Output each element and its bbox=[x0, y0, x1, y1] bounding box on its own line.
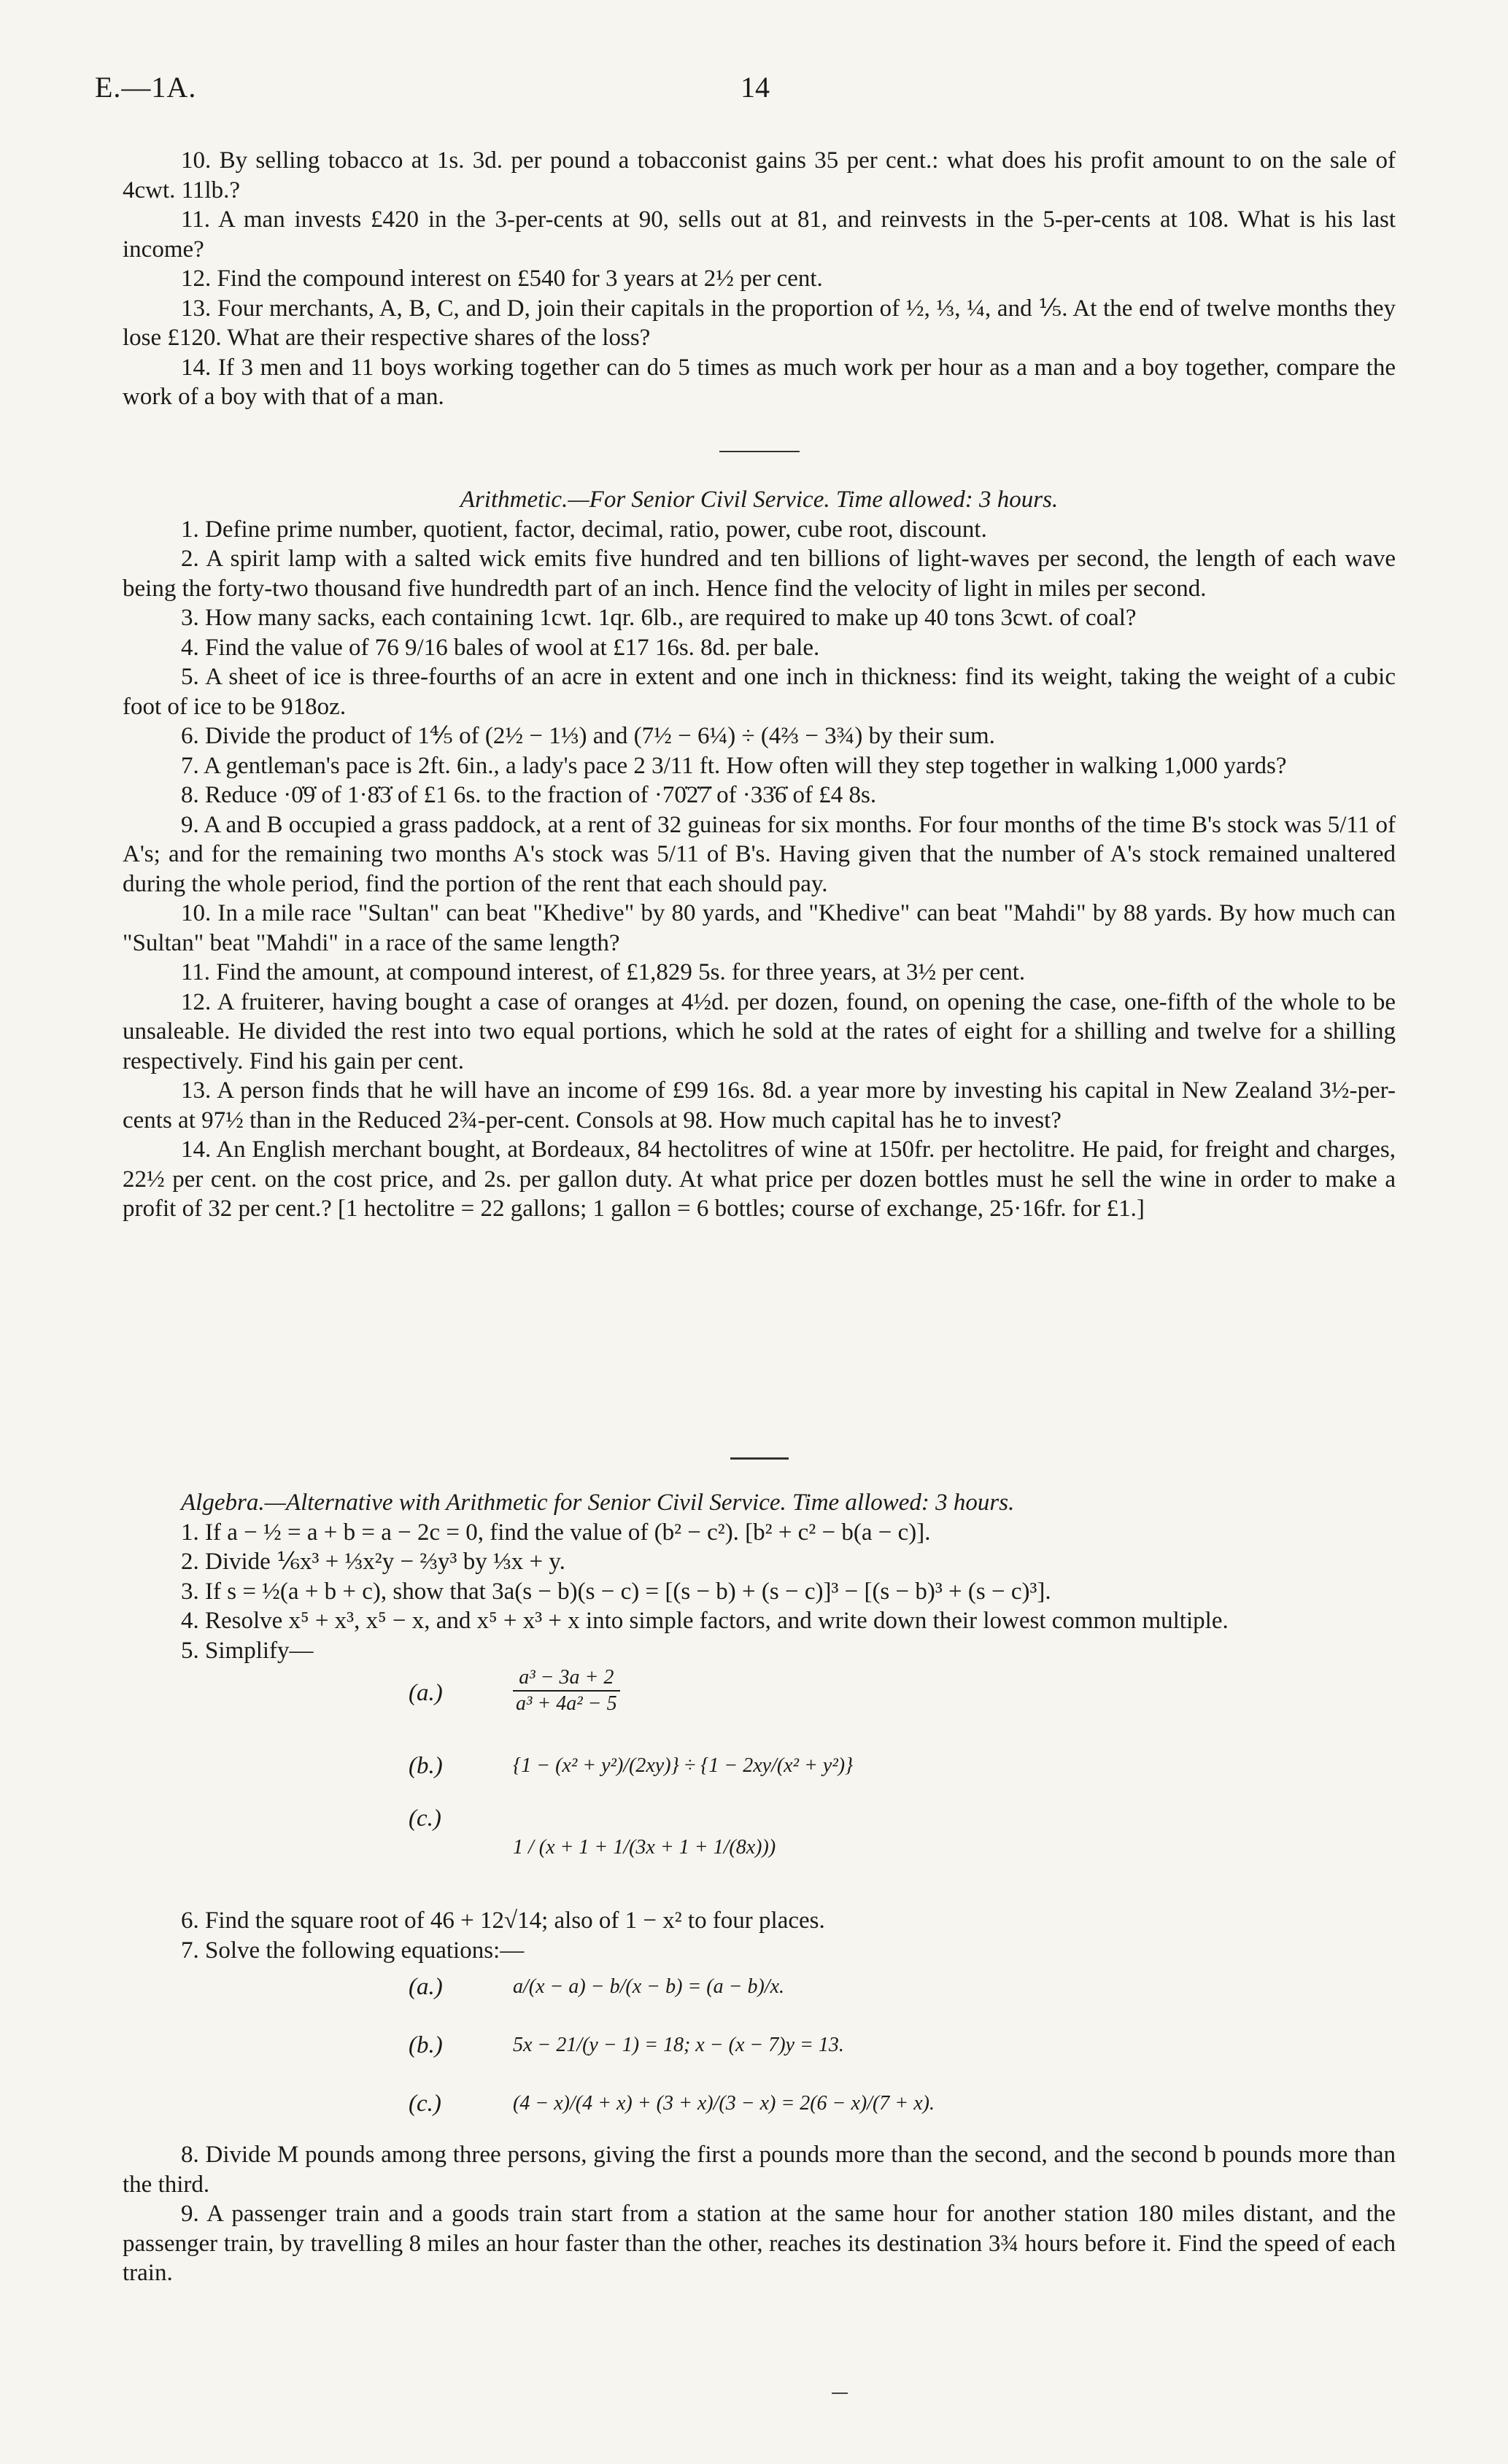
section-title: Algebra.—Alternative with Arithmetic for Senior Civil Service. Time allowed: 3 hours. bbox=[181, 1489, 1015, 1516]
algebra-question-3: 3. If s = ½(a + b + c), show that 3a(s − b)(s − c) = [(s − b) + (s − c)]³ − [(s − b)³ + (s − c)³]. bbox=[181, 1578, 1051, 1605]
question-1: 1. Define prime number, quotient, factor, decimal, ratio, power, cube root, discount. bbox=[181, 516, 987, 543]
simplify-parts bbox=[123, 1665, 1396, 1906]
part-label: (b.) bbox=[409, 1753, 443, 1779]
page-header bbox=[95, 73, 1496, 117]
fraction-denominator: a³ + 4a² − 5 bbox=[513, 1690, 620, 1716]
divider-rule bbox=[730, 1457, 789, 1460]
question-10: 10. By selling tobacco at 1s. 3d. per pound a tobacconist gains 35 per cent.: what does his profit amount to on the sale of 4cwt. 11lb.? bbox=[123, 147, 1396, 204]
algebra-question-4: 4. Resolve x⁵ + x³, x⁵ − x, and x⁵ + x³ + x into simple factors, and write down their lowest common multiple. bbox=[181, 1608, 1229, 1634]
braced-expression: {1 − (x² + y²)/(2xy)} ÷ {1 − 2xy/(x² + y²)} bbox=[513, 1754, 854, 1777]
section-divider bbox=[123, 451, 1396, 452]
algebra-question-7: 7. Solve the following equations:— bbox=[181, 1937, 525, 1964]
algebra-question-5: 5. Simplify— bbox=[181, 1637, 314, 1664]
equation-a: a/(x − a) − b/(x − b) = (a − b)/x. bbox=[513, 1975, 785, 1998]
fraction-expression bbox=[513, 1665, 620, 1716]
continued-fraction: 1 / (x + 1 + 1/(3x + 1 + 1/(8x))) bbox=[513, 1836, 776, 1859]
part-label: (a.) bbox=[409, 1974, 443, 2000]
question-13: 13. Four merchants, A, B, C, and D, join their capitals in the proportion of ½, ⅓, ¼, and ⅕. At the end of twelve months they lose £120. What are their respective shares of the loss? bbox=[123, 295, 1396, 351]
question-4: 4. Find the value of 76 9/16 bales of wool at £17 16s. 8d. per bale. bbox=[181, 634, 820, 661]
question-12: 12. Find the compound interest on £540 for 3 years at 2½ per cent. bbox=[181, 266, 823, 292]
question-12: 12. A fruiterer, having bought a case of oranges at 4½d. per dozen, found, on opening the case, one-fifth of the whole to be unsaleable. He divided the rest into two equal portions, which he sold at the rates of eight for a shilling and twelve for a shilling respectively. Find his gain per cent. bbox=[123, 988, 1396, 1074]
part-label: (a.) bbox=[409, 1680, 443, 1706]
part-label: (c.) bbox=[409, 1805, 441, 1832]
question-13: 13. A person finds that he will have an income of £99 16s. 8d. a year more by investing his capital in New Zealand 3½-per-cents at 97½ than in the Reduced 2¾-per-cent. Consols at 98. How much capital has he to invest? bbox=[123, 1077, 1396, 1134]
question-14: 14. An English merchant bought, at Bordeaux, 84 hectolitres of wine at 150fr. per hectolitre. He paid, for freight and charges, 22½ per cent. on the cost price, and 2s. per gallon duty. At what price per dozen bottles must he sell the wine in order to make a profit of 32 per cent.? [1 hectolitre = 22 gallons; 1 gallon = 6 bottles; course of exchange, 25·16fr. for £1.] bbox=[123, 1136, 1396, 1222]
section-arithmetic-continued bbox=[123, 146, 1396, 412]
question-5: 5. A sheet of ice is three-fourths of an acre in extent and one inch in thickness: find its weight, taking the weight of a cubic foot of ice to be 918oz. bbox=[123, 664, 1396, 720]
question-2: 2. A spirit lamp with a salted wick emits five hundred and ten billions of light-waves per second, the length of each wave being the forty-two thousand five hundredth part of an inch. Hence find the velocity of light in miles per second. bbox=[123, 546, 1396, 602]
section-divider bbox=[123, 1457, 1396, 1460]
question-6: 6. Divide the product of 1⅘ of (2½ − 1⅓) and (7½ − 6¼) ÷ (4⅔ − 3¾) by their sum. bbox=[181, 723, 995, 749]
question-3: 3. How many sacks, each containing 1cwt. 1qr. 6lb., are required to make up 40 tons 3cwt. of coal? bbox=[181, 605, 1137, 631]
equation-b: 5x − 21/(y − 1) = 18; x − (x − 7)y = 13. bbox=[513, 2034, 844, 2056]
section-title: Arithmetic.—For Senior Civil Service. Time allowed: 3 hours. bbox=[460, 487, 1059, 513]
question-11: 11. A man invests £420 in the 3-per-cents at 90, sells out at 81, and reinvests in the 5-per-cents at 108. What is his last income? bbox=[123, 206, 1396, 263]
fraction-numerator: a³ − 3a + 2 bbox=[519, 1666, 614, 1689]
divider-rule bbox=[719, 451, 800, 452]
question-7: 7. A gentleman's pace is 2ft. 6in., a lady's pace 2 3/11 ft. How often will they step together in walking 1,000 yards? bbox=[181, 752, 1287, 779]
question-8: 8. Reduce ·0̇9̇ of 1·8̇3̇ of £1 6s. to the fraction of ·70̇2̇7̇ of ·33̇6̇ of £4 8s. bbox=[181, 782, 877, 808]
equation-c: (4 − x)/(4 + x) + (3 + x)/(3 − x) = 2(6 − x)/(7 + x). bbox=[513, 2092, 935, 2115]
question-10: 10. In a mile race "Sultan" can beat "Khedive" by 80 yards, and "Khedive" can beat "Mahdi" by 88 yards. By how much can "Sultan" beat "Mahdi" in a race of the same length? bbox=[123, 900, 1396, 956]
algebra-question-2: 2. Divide ⅙x³ + ⅓x²y − ⅔y³ by ⅓x + y. bbox=[181, 1549, 565, 1575]
question-9: 9. A and B occupied a grass paddock, at a rent of 32 guineas for six months. For four months of the time B's stock was 5/11 of A's; and for the remaining two months A's stock was 5/11 of B's. Having given that the number of A's stock remained unaltered during the whole period, find the portion of the rent that each should pay. bbox=[123, 811, 1396, 897]
question-11: 11. Find the amount, at compound interest, of £1,829 5s. for three years, at 3½ per cent. bbox=[181, 959, 1026, 985]
algebra-question-8: 8. Divide M pounds among three persons, giving the first a pounds more than the second, and the second b pounds more than the third. bbox=[123, 2142, 1396, 2198]
document-code: E.—1A. bbox=[95, 71, 197, 104]
page-number: 14 bbox=[741, 71, 770, 104]
section-algebra bbox=[123, 1488, 1396, 2288]
part-label: (c.) bbox=[409, 2091, 441, 2117]
part-label: (b.) bbox=[409, 2032, 443, 2058]
algebra-question-9: 9. A passenger train and a goods train start from a station at the same hour for another station 180 miles distant, and the passenger train, by travelling 8 miles an hour faster than the other, reaches its destination 3¾ hours before it. Find the speed of each train. bbox=[123, 2201, 1396, 2286]
question-14: 14. If 3 men and 11 boys working together can do 5 times as much work per hour as a man and a boy together, compare the work of a boy with that of a man. bbox=[123, 354, 1396, 410]
equation-parts bbox=[123, 1965, 1396, 2140]
page-mark bbox=[832, 2393, 848, 2394]
algebra-question-6: 6. Find the square root of 46 + 12√14; also of 1 − x² to four places. bbox=[181, 1907, 825, 1934]
section-arithmetic-senior bbox=[123, 485, 1396, 1224]
algebra-question-1: 1. If a − ½ = a + b = a − 2c = 0, find the value of (b² − c²). [b² + c² − b(a − c)]. bbox=[181, 1519, 931, 1546]
